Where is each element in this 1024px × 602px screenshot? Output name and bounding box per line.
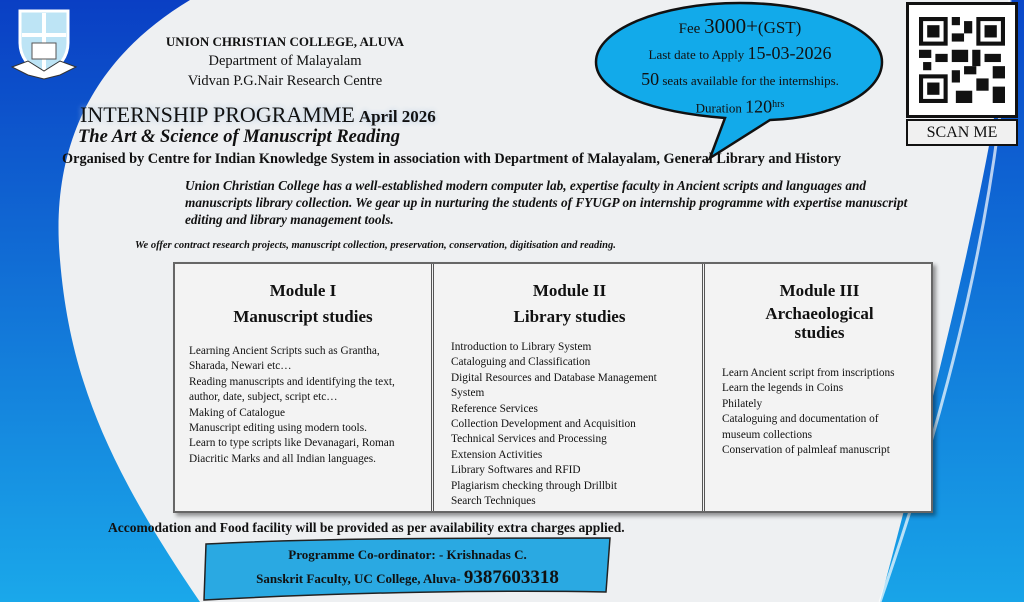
module-2-item: Cataloguing and Classification: [451, 356, 591, 369]
module-1-title: Module I: [269, 281, 337, 300]
module-3: [708, 264, 931, 511]
department-name: Department of Malayalam: [208, 53, 362, 69]
duration-value: 120: [745, 96, 773, 117]
offer-text: We offer contract research projects, manuscript collection, preservation, conservation, digitisation and reading.: [135, 240, 616, 251]
qr-code[interactable]: [906, 2, 1018, 118]
module-2-item: Reference Services: [451, 402, 538, 415]
module-3-item: Conservation of palmleaf manuscript: [722, 444, 890, 457]
organised-by: Organised by Centre for Indian Knowledge System in association with Department of Malayalam, General Library and History: [62, 151, 842, 167]
seats-text: seats available for the internships.: [662, 73, 839, 88]
module-2-item: Introduction to Library System: [451, 341, 592, 353]
module-1-item: Reading manuscripts and identifying the text, author, date, subject, script etc…: [189, 375, 395, 404]
programme-title: INTERNSHIP PROGRAMME: [80, 102, 355, 127]
module-2-item: Library Softwares and RFID: [451, 464, 581, 477]
module-2-title: Module II: [532, 281, 607, 300]
modules-table: [173, 262, 933, 513]
module-2-item: Extension Activities: [451, 448, 543, 461]
duration-unit: hrs: [772, 99, 785, 110]
fee-value: 3000+: [704, 14, 758, 38]
module-1-item: Learn to type scripts like Devanagari, Roman Diacritic Marks and all Indian languages.: [189, 437, 395, 465]
module-1-item: Making of Catalogue: [189, 406, 286, 419]
module-2-item: Technical Services and Processing: [451, 433, 607, 446]
coordinator-phone[interactable]: 9387603318: [463, 567, 559, 588]
module-3-title: Module III: [779, 281, 860, 300]
module-3-item: Learn Ancient script from inscriptions: [722, 367, 895, 379]
module-3-item: Cataloguing and documentation of museum collections: [722, 413, 879, 441]
module-1-item: Manuscript editing using modern tools.: [189, 422, 367, 435]
scan-me-label: SCAN ME: [906, 119, 1018, 146]
module-1-item: Learning Ancient Scripts such as Grantha, Sharada, Newari etc…: [189, 345, 380, 373]
module-2-item: Collection Development and Acquisition: [451, 418, 636, 431]
seats-count: 50: [641, 69, 660, 89]
module-1-name: Manuscript studies: [233, 307, 373, 326]
research-centre: Vidvan P.G.Nair Research Centre: [187, 73, 383, 89]
intro-paragraph: Union Christian College has a well-established modern computer lab, expertise faculty in Ancient scripts and languages and manuscripts library collection. We gear up in nurturing the students of FYUGP on internship programme with expertise manuscript editing and library management tools.: [185, 178, 908, 227]
module-3-item: Learn the legends in Coins: [722, 382, 844, 395]
module-2-item: Search Techniques: [451, 495, 536, 508]
programme-date: April 2026: [358, 107, 436, 126]
coordinator-name: Programme Co-ordinator: - Krishnadas C.: [288, 547, 527, 562]
duration-label: Duration: [695, 100, 742, 116]
module-3-item: Philately: [722, 397, 763, 410]
module-2-item: Plagiarism checking through Drillbit: [451, 479, 617, 492]
last-date: 15-03-2026: [747, 43, 832, 63]
college-logo: [10, 5, 78, 81]
module-2-name: Library studies: [513, 307, 626, 326]
programme-subtitle: The Art & Science of Manuscript Reading: [78, 127, 401, 147]
coordinator-affiliation: Sanskrit Faculty, UC College, Aluva-: [256, 571, 461, 586]
fee-label: Fee: [678, 21, 701, 37]
accommodation-note: Accomodation and Food facility will be provided as per availability extra charges applied.: [108, 520, 625, 535]
fee-suffix: (GST): [757, 18, 802, 37]
module-3-name: Archaeological studies: [765, 304, 874, 342]
last-date-label: Last date to Apply: [648, 47, 745, 62]
module-1: [175, 264, 434, 511]
module-2-item: Digital Resources and Database Management System: [451, 371, 657, 400]
college-name: UNION CHRISTIAN COLLEGE, ALUVA: [165, 34, 405, 49]
module-2: [437, 264, 705, 511]
